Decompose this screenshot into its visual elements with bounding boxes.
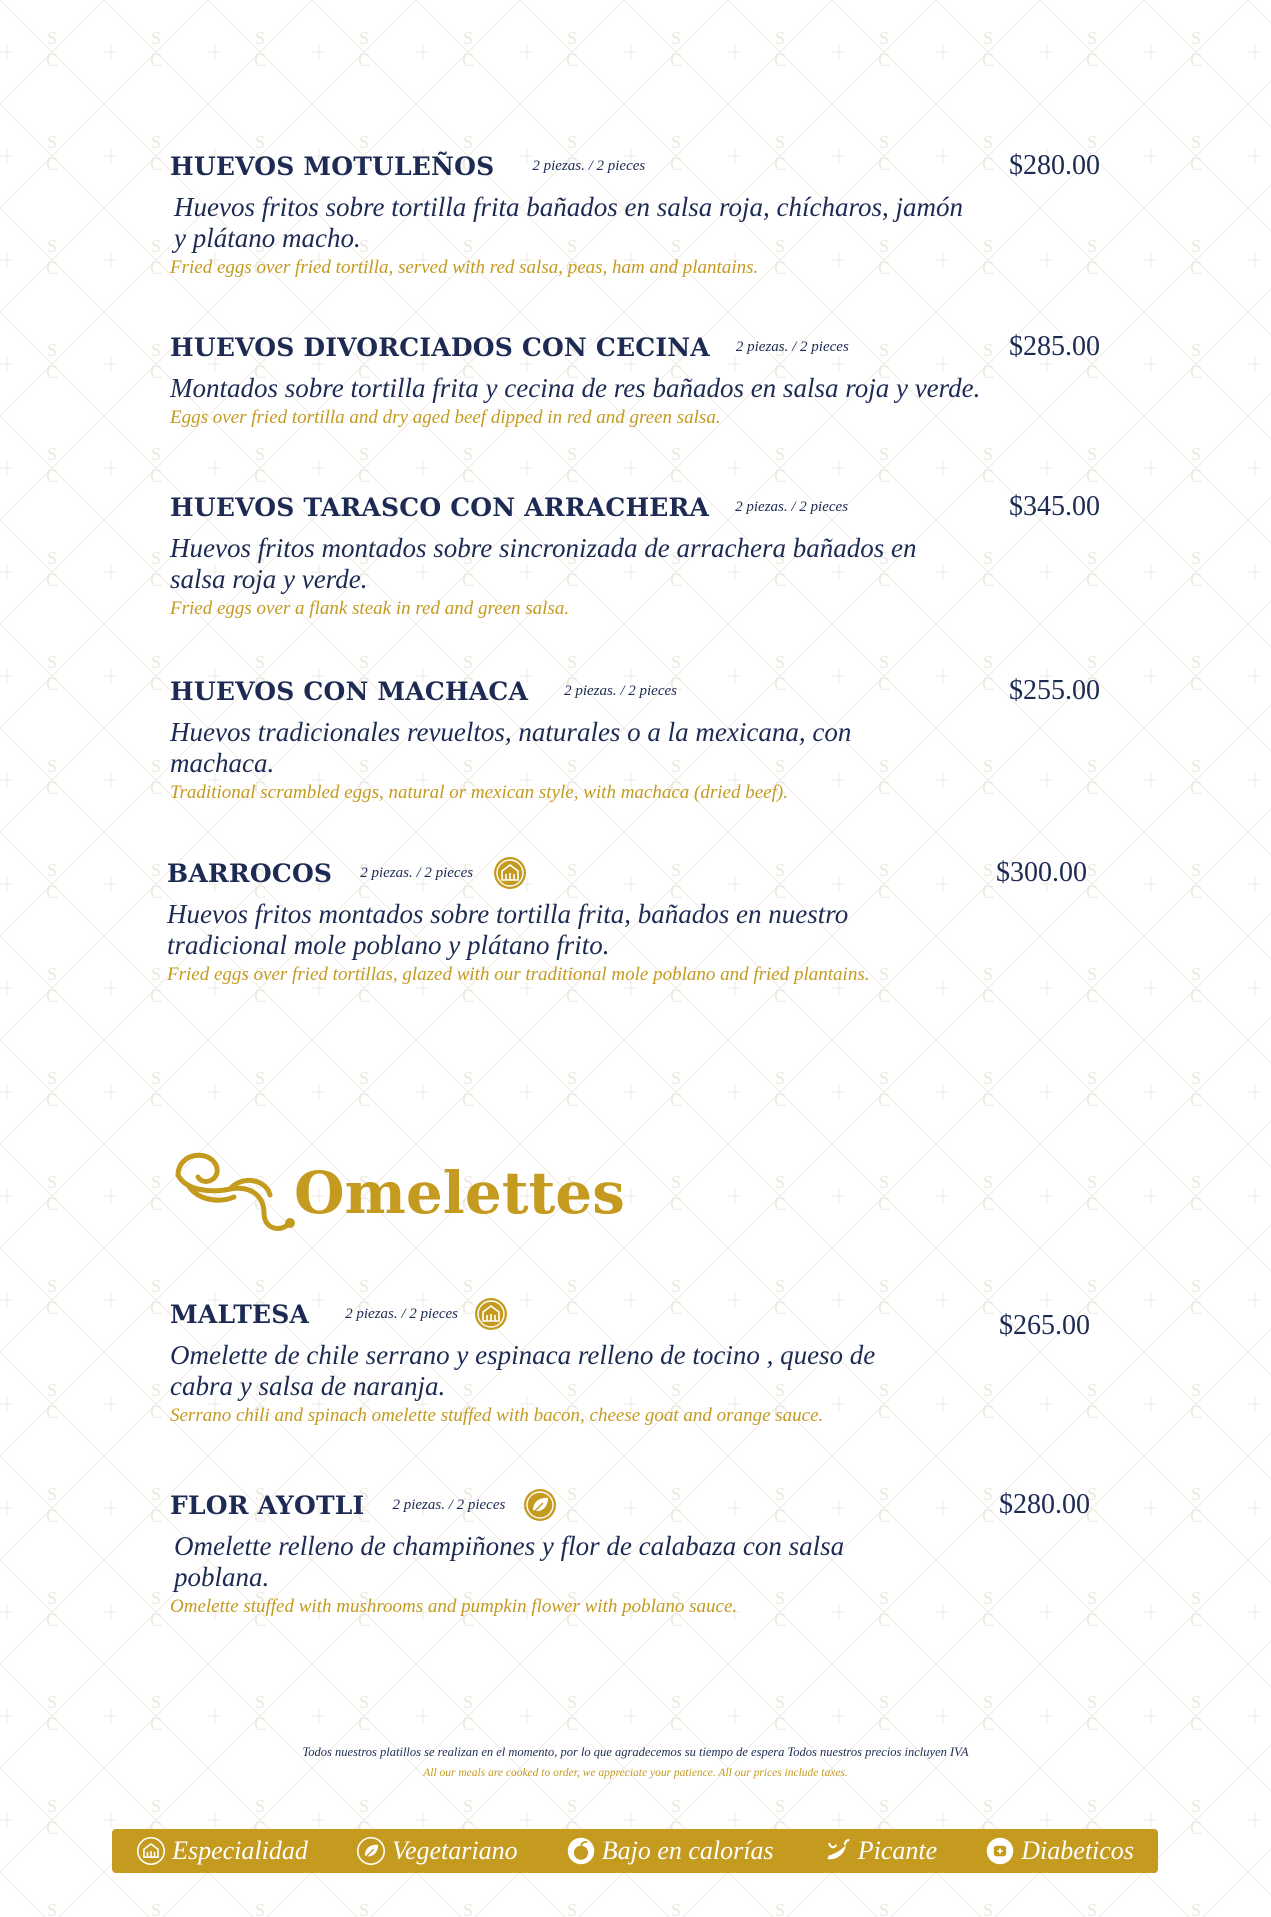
- item-price: $345.00: [1009, 491, 1100, 522]
- legend-item-bajo-en-calorias: [566, 1836, 774, 1866]
- picante-icon: [822, 1836, 852, 1866]
- menu-item-maltesa: [170, 1296, 1100, 1428]
- legend-label: Vegetariano: [391, 1836, 518, 1865]
- item-pieces: 2 piezas. / 2 pieces: [532, 157, 646, 174]
- legend-label: Especialidad: [172, 1836, 308, 1865]
- especialidad-icon: [493, 856, 527, 890]
- item-description-es: Omelette relleno de champiñones y flor de calabaza con salsa poblana.: [174, 1531, 845, 1592]
- item-name: BARROCOS: [167, 858, 333, 888]
- item-pieces: 2 piezas. / 2 pieces: [735, 498, 849, 515]
- legend-item-especialidad: [136, 1836, 308, 1866]
- item-price: $300.00: [996, 857, 1087, 888]
- item-description-es: Huevos fritos montados sobre sincronizada de arrachera bañados en salsa roja y verde.: [170, 533, 917, 594]
- section-title-text: Omelettes: [294, 1159, 625, 1227]
- item-description-en: Fried eggs over fried tortillas, glazed with our traditional mole poblano and fried plantains.: [167, 964, 870, 985]
- diabeticos-icon: [985, 1836, 1015, 1866]
- footer-note-en: All our meals are cooked to order, we appreciate your patience. All our prices include taxes.: [423, 1767, 848, 1779]
- especialidad-icon: [474, 1297, 508, 1331]
- item-description-es: Huevos tradicionales revueltos, naturales o a la mexicana, con machaca.: [170, 717, 852, 778]
- legend-item-vegetariano: [356, 1836, 518, 1866]
- item-description-es: Montados sobre tortilla frita y cecina de res bañados en salsa roja y verde.: [170, 373, 981, 403]
- legend-item-picante: [822, 1836, 937, 1866]
- item-price: $280.00: [999, 1489, 1090, 1520]
- legend-bar: [112, 1829, 1158, 1873]
- item-name: HUEVOS TARASCO CON ARRACHERA: [170, 492, 710, 522]
- vegetariano-icon: [356, 1836, 386, 1866]
- menu-item-barrocos: [167, 855, 1097, 987]
- section-title-omelettes: [168, 1145, 625, 1241]
- menu-item-flor-ayotli: [170, 1487, 1100, 1619]
- menu-item-huevos-con-machaca: [170, 673, 1100, 805]
- item-name: FLOR AYOTLI: [170, 1490, 365, 1520]
- item-description-en: Eggs over fried tortilla and dry aged beef dipped in red and green salsa.: [170, 407, 721, 428]
- item-name: MALTESA: [170, 1299, 310, 1329]
- item-description-en: Serrano chili and spinach omelette stuffed with bacon, cheese goat and orange sauce.: [170, 1405, 824, 1426]
- item-price: $285.00: [1009, 331, 1100, 362]
- item-description-en: Omelette stuffed with mushrooms and pumpkin flower with poblano sauce.: [170, 1596, 738, 1617]
- item-description-es: Omelette de chile serrano y espinaca relleno de tocino , queso de cabra y salsa de naranja.: [170, 1340, 876, 1401]
- menu-item-huevos-divorciados: [170, 329, 1100, 430]
- legend-item-diabeticos: [985, 1836, 1134, 1866]
- vegetariano-icon: [523, 1488, 557, 1522]
- menu-item-huevos-tarasco: [170, 489, 1100, 621]
- item-pieces: 2 piezas. / 2 pieces: [392, 1496, 506, 1513]
- legend-label: Picante: [857, 1836, 938, 1865]
- footer-note-es: Todos nuestros platillos se realizan en el momento, por lo que agradecemos su tiempo de espera Todos nuestros precios incluyen IVA: [302, 1745, 969, 1759]
- item-price: $280.00: [1009, 150, 1100, 181]
- legend-label: Diabeticos: [1021, 1836, 1134, 1865]
- item-name: HUEVOS MOTULEÑOS: [170, 151, 495, 181]
- ornament-flourish-icon: [168, 1145, 300, 1241]
- menu-item-huevos-motulenos: [170, 148, 1100, 280]
- item-pieces: 2 piezas. / 2 pieces: [360, 864, 474, 881]
- item-name: HUEVOS CON MACHACA: [170, 676, 529, 706]
- item-pieces: 2 piezas. / 2 pieces: [345, 1305, 459, 1322]
- item-name: HUEVOS DIVORCIADOS CON CECINA: [170, 332, 710, 362]
- item-description-en: Fried eggs over a flank steak in red and green salsa.: [170, 598, 570, 619]
- item-pieces: 2 piezas. / 2 pieces: [735, 338, 849, 355]
- legend-label: Bajo en calorías: [601, 1836, 774, 1865]
- especialidad-icon: [136, 1836, 166, 1866]
- item-price: $265.00: [999, 1310, 1090, 1341]
- item-description-es: Huevos fritos sobre tortilla frita bañados en salsa roja, chícharos, jamón y plátano macho.: [174, 192, 964, 253]
- item-description-en: Fried eggs over fried tortilla, served with red salsa, peas, ham and plantains.: [170, 257, 759, 278]
- bajo-en-calorias-icon: [566, 1836, 596, 1866]
- item-price: $255.00: [1009, 675, 1100, 706]
- item-pieces: 2 piezas. / 2 pieces: [564, 682, 677, 699]
- item-description-en: Traditional scrambled eggs, natural or mexican style, with machaca (dried beef).: [170, 782, 788, 803]
- item-description-es: Huevos fritos montados sobre tortilla frita, bañados en nuestro tradicional mole poblano y plátano frito.: [167, 899, 849, 960]
